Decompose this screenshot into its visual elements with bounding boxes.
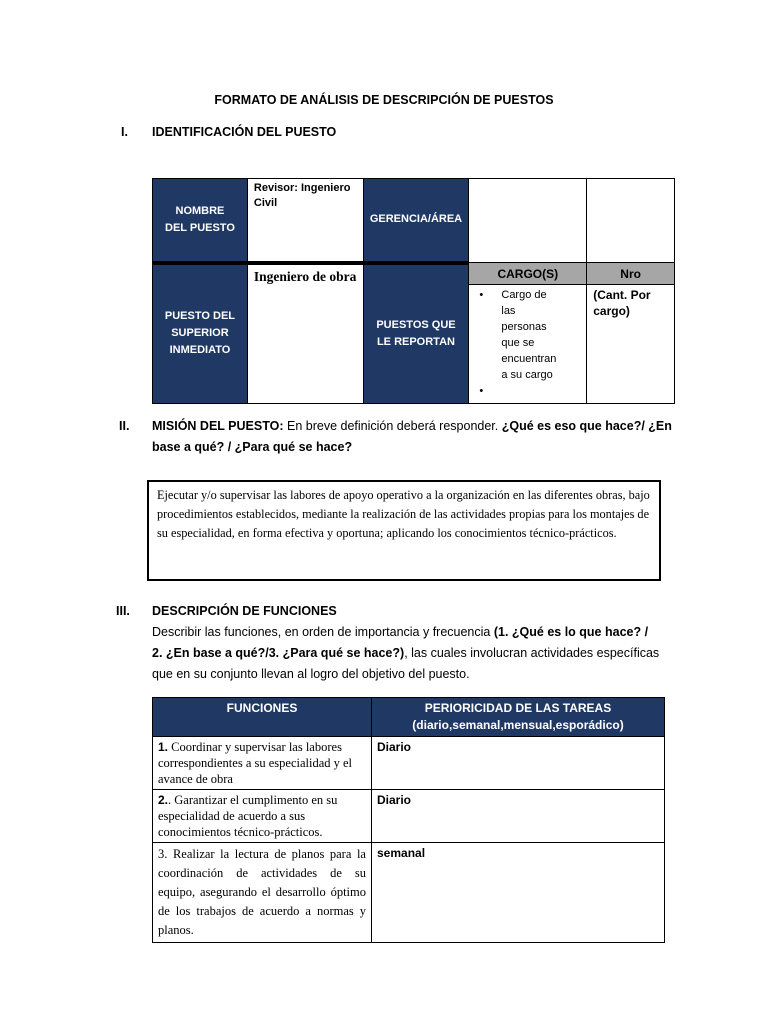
section-2-heading bbox=[152, 416, 672, 458]
section-3-heading bbox=[152, 601, 672, 685]
funcion-number: 2. bbox=[158, 793, 169, 807]
section-3-desc-3: que en su conjunto llevan al logro del objetivo del puesto. bbox=[152, 667, 470, 681]
section-1-title: IDENTIFICACIÓN DEL PUESTO bbox=[152, 125, 337, 139]
functions-table bbox=[152, 697, 665, 943]
gerencia-area-value bbox=[469, 179, 587, 263]
periodicidad-cell: semanal bbox=[372, 843, 665, 943]
funcion-text: Coordinar y supervisar las labores correspondientes a su especialidad y el avance de obra bbox=[158, 740, 353, 786]
section-3-number: III. bbox=[116, 604, 130, 618]
nro-value: (Cant. Por cargo) bbox=[593, 288, 651, 318]
identification-table bbox=[152, 178, 675, 404]
nombre-del-puesto-label: NOMBRE DEL PUESTO bbox=[153, 179, 248, 263]
puesto-superior-label: PUESTO DEL SUPERIOR INMEDIATO bbox=[153, 263, 248, 404]
section-2-title: MISIÓN DEL PUESTO: bbox=[152, 419, 284, 433]
section-3-desc-1: Describir las funciones, en orden de importancia y frecuencia bbox=[152, 625, 494, 639]
funcion-number: 1. bbox=[158, 740, 169, 754]
periodicidad-header-line-1: PERIORICIDAD DE LAS TAREAS bbox=[424, 701, 612, 715]
periodicidad-cell: Diario bbox=[372, 790, 665, 843]
funcion-cell bbox=[153, 843, 372, 943]
revisor-value: Revisor: Ingeniero Civil bbox=[253, 182, 351, 209]
funcion-cell bbox=[153, 790, 372, 843]
section-3-desc-2-bold: 2. ¿En base a qué?/3. ¿Para qué se hace?) bbox=[152, 646, 405, 660]
cargo-header: CARGO(S) bbox=[469, 263, 587, 285]
superior-value: Ingeniero de obra bbox=[253, 268, 357, 284]
puestos-reportan-label: PUESTOS QUE LE REPORTAN bbox=[363, 263, 469, 404]
funcion-text: . Garantizar el cumplimento en su especialidad de acuerdo a sus conocimientos técnico-prácticos. bbox=[158, 793, 338, 839]
table-row bbox=[153, 843, 665, 943]
section-2-number: II. bbox=[119, 419, 130, 433]
cargo-bullet-list bbox=[469, 285, 586, 403]
table-row bbox=[153, 737, 665, 790]
mission-box: Ejecutar y/o supervisar las labores de apoyo operativo a la organización en las diferentes obras, bajo procedimientos establecidos, mediante la realización de las actividades propias para los montajes de su especialidad, en forma efectiva y oportuna; aplicando los conocimientos técnico-prácticos. bbox=[147, 480, 661, 581]
nro-header: Nro bbox=[587, 263, 675, 285]
bullet-icon: • bbox=[479, 385, 484, 397]
cargo-bullet-text: Cargo de las personas que se encuentran a su cargo bbox=[501, 289, 557, 381]
table-row bbox=[153, 790, 665, 843]
section-1-number: I. bbox=[121, 125, 128, 139]
section-3-title: DESCRIPCIÓN DE FUNCIONES bbox=[152, 604, 337, 618]
periodicidad-header bbox=[372, 698, 665, 737]
document-title: FORMATO DE ANÁLISIS DE DESCRIPCIÓN DE PUESTOS bbox=[214, 93, 554, 107]
list-item bbox=[479, 383, 582, 399]
periodicidad-cell: Diario bbox=[372, 737, 665, 790]
section-2-question-2: base a qué? / ¿Para qué se hace? bbox=[152, 440, 353, 454]
gerencia-area-label: GERENCIA/ÁREA bbox=[363, 179, 469, 263]
bullet-icon: • bbox=[479, 289, 484, 301]
funcion-cell bbox=[153, 737, 372, 790]
funcion-text: 3. Realizar la lectura de planos para la coordinación de actividades de su equipo, asegurando el desarrollo óptimo de los trabajos de acuerdo a normas y planos. bbox=[158, 847, 366, 937]
section-3-desc-2: , las cuales involucran actividades específicas bbox=[404, 646, 660, 660]
section-3-desc-1-bold: (1. ¿Qué es lo que hace? / bbox=[493, 625, 649, 639]
section-2-text: En breve definición deberá responder. bbox=[283, 419, 502, 433]
gerencia-area-extra bbox=[587, 179, 675, 263]
section-2-question-1: ¿Qué es eso que hace?/ ¿En bbox=[501, 419, 672, 433]
list-item bbox=[479, 287, 582, 383]
funciones-header: FUNCIONES bbox=[153, 698, 372, 737]
periodicidad-header-line-2: (diario,semanal,mensual,esporádico) bbox=[412, 718, 624, 732]
